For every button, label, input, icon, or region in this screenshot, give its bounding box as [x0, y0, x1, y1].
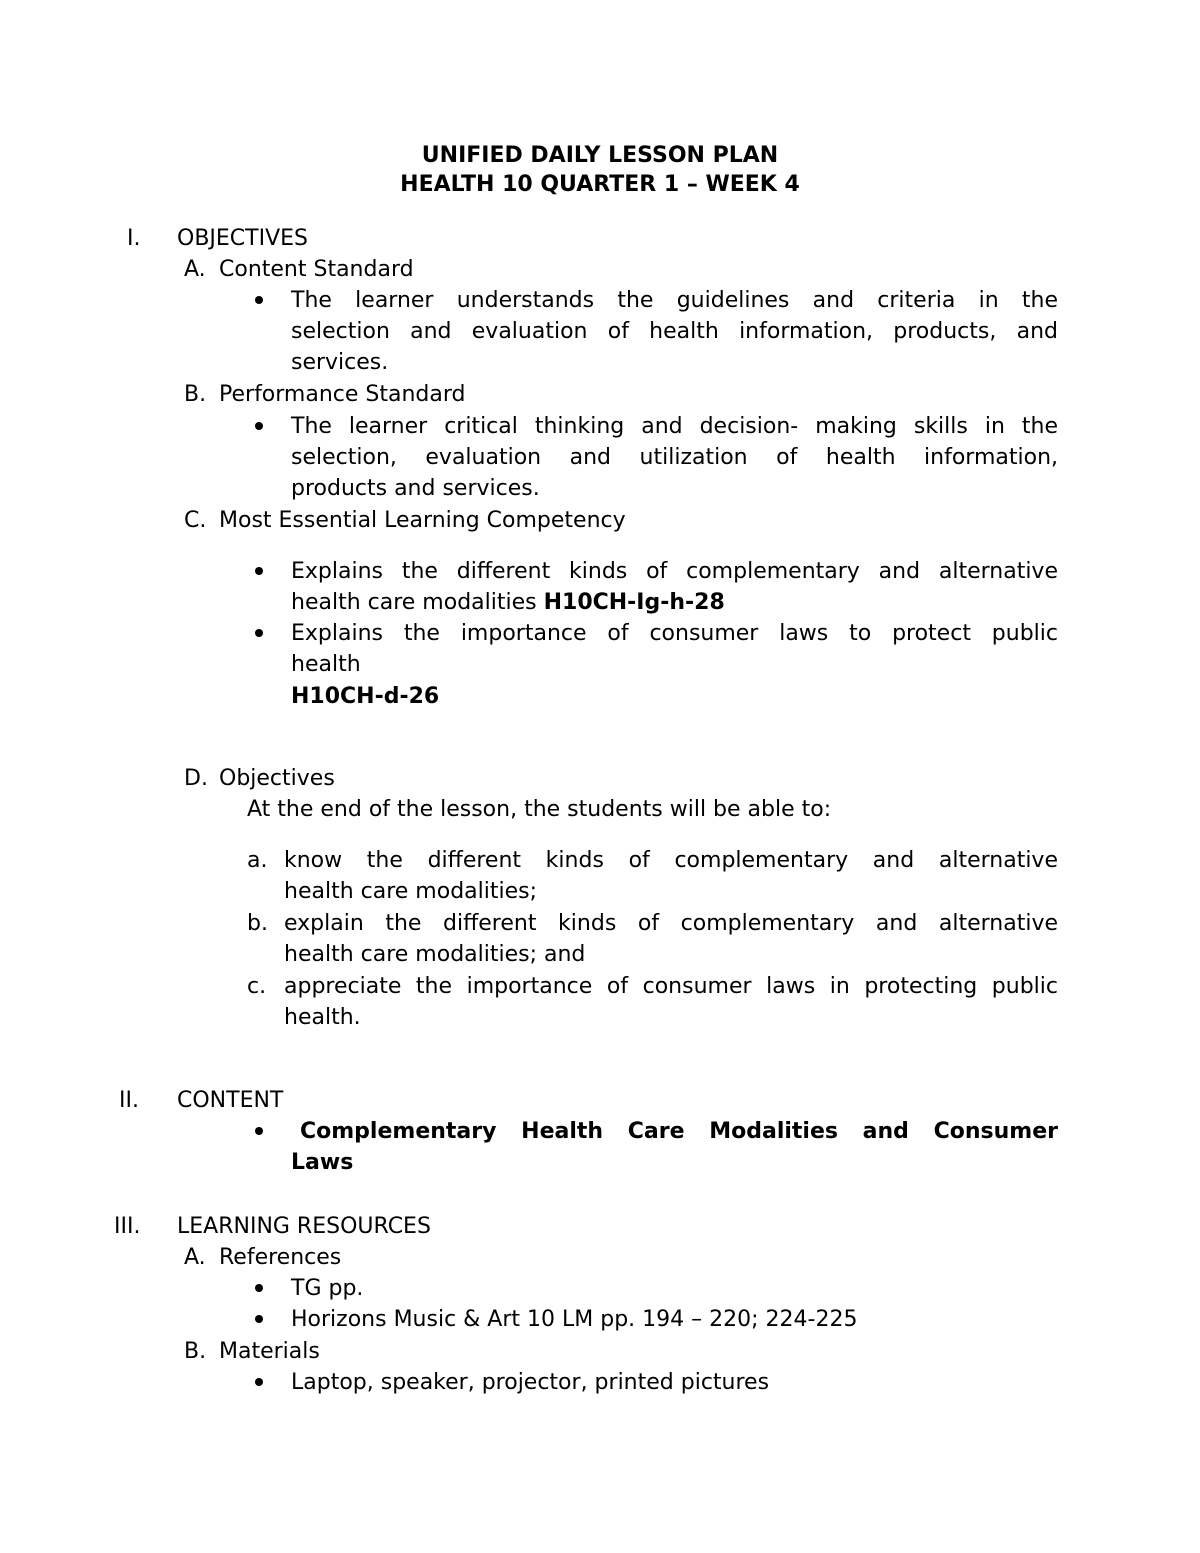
section-1-number: I. — [127, 226, 141, 251]
section-3-number: III. — [114, 1214, 141, 1239]
reference-item: TG pp. — [291, 1276, 364, 1301]
sub-d-letter: D. — [184, 766, 208, 791]
objective-line: health. — [284, 1005, 361, 1030]
bullet-icon — [255, 1315, 263, 1323]
competency-line: Explains the different kinds of complementary and alternative — [291, 559, 1058, 584]
objective-letter: b. — [247, 911, 268, 936]
sub-a-label: References — [219, 1245, 342, 1270]
objective-line: know the different kinds of complementary and alternative — [284, 848, 1058, 873]
sub-c-label: Most Essential Learning Competency — [219, 508, 626, 533]
sub-b-letter: B. — [184, 382, 207, 407]
bullet-icon — [255, 422, 263, 430]
competency-code: H10CH-Ig-h-28 — [543, 590, 725, 615]
doc-title: UNIFIED DAILY LESSON PLAN — [421, 143, 779, 168]
doc-subtitle: HEALTH 10 QUARTER 1 – WEEK 4 — [400, 172, 800, 197]
sub-a-letter: A. — [184, 1245, 206, 1270]
objectives-intro: At the end of the lesson, the students will be able to: — [247, 797, 832, 822]
performance-standard-line: selection, evaluation and utilization of health information, — [291, 445, 1058, 470]
content-standard-line: services. — [291, 350, 389, 375]
performance-standard-line: products and services. — [291, 476, 540, 501]
sub-c-letter: C. — [184, 508, 207, 533]
bullet-icon — [255, 1284, 263, 1292]
objective-line: explain the different kinds of complementary and alternative — [284, 911, 1058, 936]
sub-b-label: Materials — [219, 1339, 320, 1364]
content-topic-line: Complementary Health Care Modalities and Consumer — [300, 1119, 1058, 1144]
section-1-heading: OBJECTIVES — [177, 226, 309, 251]
content-topic-line: Laws — [291, 1150, 354, 1175]
sub-d-label: Objectives — [219, 766, 335, 791]
objective-letter: c. — [247, 974, 267, 999]
objective-line: appreciate the importance of consumer laws in protecting public — [284, 974, 1058, 999]
bullet-icon — [255, 629, 263, 637]
competency-text: health care modalities — [291, 590, 544, 615]
content-standard-line: The learner understands the guidelines and criteria in the — [291, 288, 1058, 313]
objective-line: health care modalities; and — [284, 942, 586, 967]
competency-line: Explains the importance of consumer laws to protect public — [291, 621, 1058, 646]
bullet-icon — [255, 567, 263, 575]
section-3-heading: LEARNING RESOURCES — [177, 1214, 431, 1239]
competency-line — [291, 592, 725, 614]
sub-a-letter: A. — [184, 257, 206, 282]
bullet-icon — [255, 1378, 263, 1386]
material-item: Laptop, speaker, projector, printed pictures — [291, 1370, 770, 1395]
competency-code: H10CH-d-26 — [291, 684, 440, 709]
sub-b-letter: B. — [184, 1339, 207, 1364]
performance-standard-line: The learner critical thinking and decision- making skills in the — [291, 414, 1058, 439]
reference-item: Horizons Music & Art 10 LM pp. 194 – 220; 224-225 — [291, 1307, 858, 1332]
sub-b-label: Performance Standard — [219, 382, 466, 407]
bullet-icon — [255, 296, 263, 304]
objective-letter: a. — [247, 848, 268, 873]
section-2-number: II. — [119, 1088, 139, 1113]
section-2-heading: CONTENT — [177, 1088, 284, 1113]
content-standard-line: selection and evaluation of health information, products, and — [291, 319, 1058, 344]
objective-line: health care modalities; — [284, 879, 538, 904]
competency-line: health — [291, 652, 361, 677]
sub-a-label: Content Standard — [219, 257, 414, 282]
bullet-icon — [255, 1127, 263, 1135]
